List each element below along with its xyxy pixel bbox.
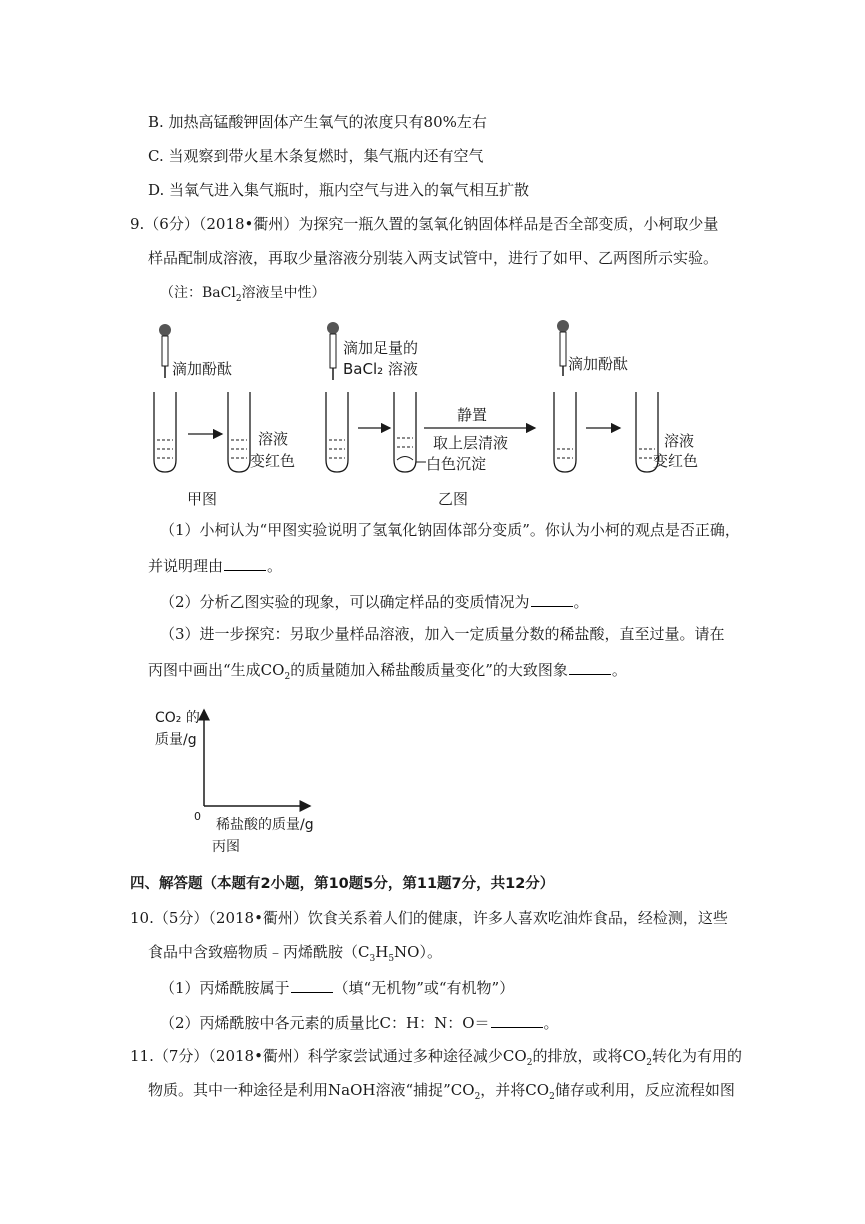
q9-note: （注：BaCl$_2$溶液呈中性） xyxy=(160,285,326,304)
yi-dropper2-label: 滴加酚酞 xyxy=(568,355,629,373)
q11-line1: 11.（7分）（2018•衢州）科学家尝试通过多种途径减少$CO_2$的排放，或将$CO_2$转化为有用的 xyxy=(130,1047,742,1068)
q9-line2: 样品配制成溶液，再取少量溶液分别装入两支试管中，进行了如甲、乙两图所示实验。 xyxy=(148,249,719,267)
jia-caption: 甲图 xyxy=(187,490,218,508)
answer-blank-4[interactable] xyxy=(291,976,333,993)
option-d: D. 当氧气进入集气瓶时，瓶内空气与进入的氧气相互扩散 xyxy=(148,181,530,199)
q9-sub3-line2: 丙图中画出“生成$CO_2$的质量随加入稀盐酸质量变化”的大致图象 。 xyxy=(148,658,627,681)
option-c: C. 当观察到带火星木条复燃时，集气瓶内还有空气 xyxy=(148,147,484,165)
section-heading: 四、解答题（本题有2小题，第10题5分，第11题7分，共12分） xyxy=(130,876,555,892)
test-tube-yi-2 xyxy=(394,392,426,472)
yi-precipitate-label: 白色沉淀 xyxy=(426,455,487,473)
test-tube-yi-3 xyxy=(554,392,576,472)
q9-sub2: （2）分析乙图实验的现象，可以确定样品的变质情况为 。 xyxy=(160,590,589,613)
graph-origin: 0 xyxy=(194,810,201,823)
yi-result-line2: 变红色 xyxy=(653,452,699,470)
yi-dropper1-line2: BaCl₂ 溶液 xyxy=(343,360,418,378)
test-tube-jia-1 xyxy=(154,392,176,472)
graph-caption: 丙图 xyxy=(212,839,240,855)
yi-arrow-top-label: 静置 xyxy=(457,406,488,424)
q9-line1: 9.（6分）（2018•衢州）为探究一瓶久置的氢氧化钠固体样品是否全部变质，小柯取少量 xyxy=(130,215,719,233)
q10-line2: 食品中含致癌物质﹣丙烯酰胺$(C_3H_5NO)$。 xyxy=(148,943,442,964)
q10-sub2: （2）丙烯酰胺中各元素的质量比C：H：N：O＝ 。 xyxy=(160,1011,559,1034)
jia-result-line2: 变红色 xyxy=(250,452,296,470)
co2-graph xyxy=(140,700,340,860)
q11-line2: 物质。其中一种途径是利用NaOH溶液“捕捉$”CO_2$，并将$CO_2$储存或利用，反应流程如图 xyxy=(148,1081,735,1102)
dropper-yi-1 xyxy=(327,322,339,380)
dropper-jia xyxy=(159,324,171,378)
graph-y-label-line1: CO₂ 的 xyxy=(155,710,200,726)
yi-result-line1: 溶液 xyxy=(664,432,695,450)
graph-x-label: 稀盐酸的质量/g xyxy=(216,817,314,833)
experiment-figure xyxy=(140,312,740,512)
answer-blank-5[interactable] xyxy=(491,1011,543,1028)
jia-dropper-label: 滴加酚酞 xyxy=(172,360,233,378)
yi-arrow-bottom-label: 取上层清液 xyxy=(433,434,509,452)
q9-sub3-line1: （3）进一步探究：另取少量样品溶液，加入一定质量分数的稀盐酸，直至过量。请在 xyxy=(160,625,725,643)
answer-blank-2[interactable] xyxy=(531,590,573,607)
answer-blank-1[interactable] xyxy=(224,554,266,571)
answer-blank-3[interactable] xyxy=(569,658,611,675)
yi-caption: 乙图 xyxy=(438,490,469,508)
q10-sub1: （1）丙烯酰胺属于 （填“无机物”或“有机物”） xyxy=(160,976,514,999)
q9-sub1-line2: 并说明理由 。 xyxy=(148,554,282,577)
q9-sub1-line1: （1）小柯认为“甲图实验说明了氢氧化钠固体部分变质”。你认为小柯的观点是否正确， xyxy=(160,521,740,539)
test-tube-jia-2 xyxy=(228,392,250,472)
test-tube-yi-1 xyxy=(326,392,348,472)
graph-y-label-line2: 质量/g xyxy=(155,732,197,748)
yi-dropper1-line1: 滴加足量的 xyxy=(343,339,419,357)
option-b: B. 加热高锰酸钾固体产生氧气的浓度只有80%左右 xyxy=(148,113,487,131)
q10-line1: 10.（5分）（2018•衢州）饮食关系着人们的健康，许多人喜欢吃油炸食品，经检测，这些 xyxy=(130,909,728,927)
jia-result-line1: 溶液 xyxy=(258,430,289,448)
